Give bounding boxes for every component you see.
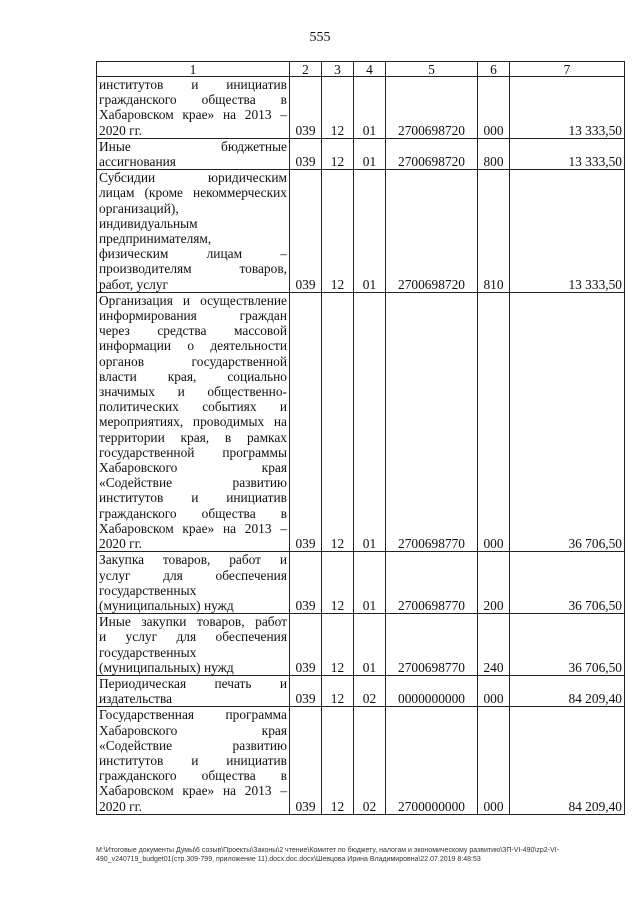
row-name-line: (муниципальных) нужд	[99, 659, 234, 675]
gov-code-cell: 039	[290, 707, 322, 814]
row-name-line: 2020 гг.	[99, 536, 142, 552]
subsection-cell: 01	[354, 292, 386, 551]
row-name-line: Хабаровском крае» на 2013 –	[99, 107, 287, 123]
subsection-cell: 01	[354, 170, 386, 293]
expense-type-cell: 810	[478, 170, 510, 293]
row-name-line: Хабаровского края	[99, 460, 287, 476]
target-article-cell: 0000000000	[386, 675, 478, 706]
row-name-line: Иные закупки товаров, работ	[99, 614, 287, 630]
row-name-line: 2020 гг.	[99, 122, 142, 138]
row-name-line: Иные бюджетные	[99, 138, 287, 154]
row-name-line: производителям товаров,	[99, 261, 287, 277]
gov-code-cell: 039	[290, 675, 322, 706]
row-name-line: институтов и инициатив	[99, 77, 287, 92]
table-row	[97, 77, 625, 139]
row-name-line: государственных	[99, 644, 197, 660]
row-name-cell	[97, 292, 290, 551]
row-name-line: мероприятиях, проводимых на	[99, 414, 287, 430]
document-footer-path: M:\Итоговые документы Думы\6 созыв\Проекты\Законы\2 чтение\Комитет по бюджету, налогам и экономическому развитию\ЗП-VI-490\zp2-VI-490_v240719_budget01(стр.309-799, приложение 11).docx.doc.docx\Шевцова Ирина Владимировна\22.07.2019 8:48:53	[96, 847, 559, 863]
row-name-line: и услуг для обеспечения	[99, 629, 287, 645]
expense-type-cell: 000	[478, 675, 510, 706]
target-article-cell: 2700698720	[386, 138, 478, 169]
row-name-line: государственной программы	[99, 444, 287, 460]
row-name-line: институтов и инициатив	[99, 490, 287, 506]
target-article-cell: 2700698720	[386, 170, 478, 293]
row-name-line: издательства	[99, 691, 173, 707]
section-cell: 12	[322, 552, 354, 614]
row-name-cell	[97, 675, 290, 706]
section-cell: 12	[322, 707, 354, 814]
row-name-line: индивидуальным	[99, 215, 198, 231]
gov-code-cell: 039	[290, 292, 322, 551]
row-name-line: органов государственной	[99, 353, 287, 369]
col-header-6: 6	[478, 62, 510, 77]
amount-cell: 84 209,40	[510, 707, 625, 814]
expense-type-cell: 000	[478, 292, 510, 551]
subsection-cell: 01	[354, 552, 386, 614]
section-cell: 12	[322, 170, 354, 293]
row-name-cell	[97, 77, 290, 139]
row-name-cell	[97, 138, 290, 169]
amount-cell: 13 333,50	[510, 170, 625, 293]
gov-code-cell: 039	[290, 170, 322, 293]
row-name-line: территории края, в рамках	[99, 429, 287, 445]
row-name-cell	[97, 614, 290, 676]
table-row	[97, 138, 625, 169]
row-name-line: Периодическая печать и	[99, 675, 287, 691]
expense-type-cell: 200	[478, 552, 510, 614]
expense-type-cell: 240	[478, 614, 510, 676]
table-row	[97, 614, 625, 676]
subsection-cell: 02	[354, 707, 386, 814]
expense-type-cell: 000	[478, 77, 510, 139]
row-name-line: Государственная программа	[99, 707, 287, 723]
amount-cell: 36 706,50	[510, 614, 625, 676]
row-name-line: гражданского общества в	[99, 92, 287, 108]
row-name-line: власти края, социально	[99, 368, 287, 384]
row-name-line: физическим лицам –	[99, 246, 287, 262]
amount-cell: 13 333,50	[510, 77, 625, 139]
table-row	[97, 170, 625, 293]
row-name-line: гражданского общества в	[99, 768, 287, 784]
table-row	[97, 552, 625, 614]
row-name-line: «Содействие развитию	[99, 475, 287, 491]
table-row	[97, 707, 625, 814]
subsection-cell: 01	[354, 77, 386, 139]
expense-type-cell: 000	[478, 707, 510, 814]
section-cell: 12	[322, 77, 354, 139]
row-name-line: ассигнования	[99, 154, 176, 170]
row-name-line: Закупка товаров, работ и	[99, 552, 287, 568]
row-name-line: (муниципальных) нужд	[99, 597, 234, 613]
amount-cell: 36 706,50	[510, 552, 625, 614]
row-name-line: Хабаровском крае» на 2013 –	[99, 783, 287, 799]
row-name-line: 2020 гг.	[99, 798, 142, 814]
gov-code-cell: 039	[290, 77, 322, 139]
target-article-cell: 2700000000	[386, 707, 478, 814]
budget-table	[96, 61, 625, 815]
row-name-line: предпринимателям,	[99, 231, 212, 247]
amount-cell: 13 333,50	[510, 138, 625, 169]
gov-code-cell: 039	[290, 552, 322, 614]
row-name-line: лицам (кроме некоммерческих	[99, 185, 287, 201]
amount-cell: 36 706,50	[510, 292, 625, 551]
row-name-line: информирования граждан	[99, 308, 287, 324]
row-name-line: через средства массовой	[99, 323, 287, 339]
col-header-7: 7	[510, 62, 625, 77]
section-cell: 12	[322, 675, 354, 706]
row-name-cell	[97, 707, 290, 814]
target-article-cell: 2700698770	[386, 292, 478, 551]
col-header-1: 1	[97, 62, 290, 77]
col-header-4: 4	[354, 62, 386, 77]
row-name-line: Организация и осуществление	[99, 292, 287, 308]
subsection-cell: 02	[354, 675, 386, 706]
gov-code-cell: 039	[290, 614, 322, 676]
row-name-line: государственных	[99, 582, 197, 598]
row-name-line: Хабаровском крае» на 2013 –	[99, 520, 287, 536]
gov-code-cell: 039	[290, 138, 322, 169]
page-number: 555	[309, 30, 331, 45]
expense-type-cell: 800	[478, 138, 510, 169]
row-name-line: организаций),	[99, 200, 179, 216]
table-row	[97, 675, 625, 706]
header-row	[97, 62, 625, 77]
row-name-line: гражданского общества в	[99, 505, 287, 521]
col-header-2: 2	[290, 62, 322, 77]
row-name-line: Хабаровского края	[99, 722, 287, 738]
row-name-line: услуг для обеспечения	[99, 567, 287, 583]
row-name-line: значимых и общественно-	[99, 384, 287, 400]
target-article-cell: 2700698720	[386, 77, 478, 139]
row-name-line: «Содействие развитию	[99, 737, 287, 753]
row-name-cell	[97, 170, 290, 293]
table-row	[97, 292, 625, 551]
row-name-line: работ, услуг	[99, 276, 169, 292]
row-name-line: политических событиях и	[99, 399, 287, 415]
row-name-cell	[97, 552, 290, 614]
section-cell: 12	[322, 292, 354, 551]
row-name-line: институтов и инициатив	[99, 752, 287, 768]
table-body	[97, 77, 625, 815]
amount-cell: 84 209,40	[510, 675, 625, 706]
target-article-cell: 2700698770	[386, 552, 478, 614]
section-cell: 12	[322, 138, 354, 169]
subsection-cell: 01	[354, 614, 386, 676]
col-header-5: 5	[386, 62, 478, 77]
row-name-line: информации о деятельности	[99, 338, 287, 354]
subsection-cell: 01	[354, 138, 386, 169]
row-name-line: Субсидии юридическим	[99, 170, 287, 186]
target-article-cell: 2700698770	[386, 614, 478, 676]
section-cell: 12	[322, 614, 354, 676]
col-header-3: 3	[322, 62, 354, 77]
